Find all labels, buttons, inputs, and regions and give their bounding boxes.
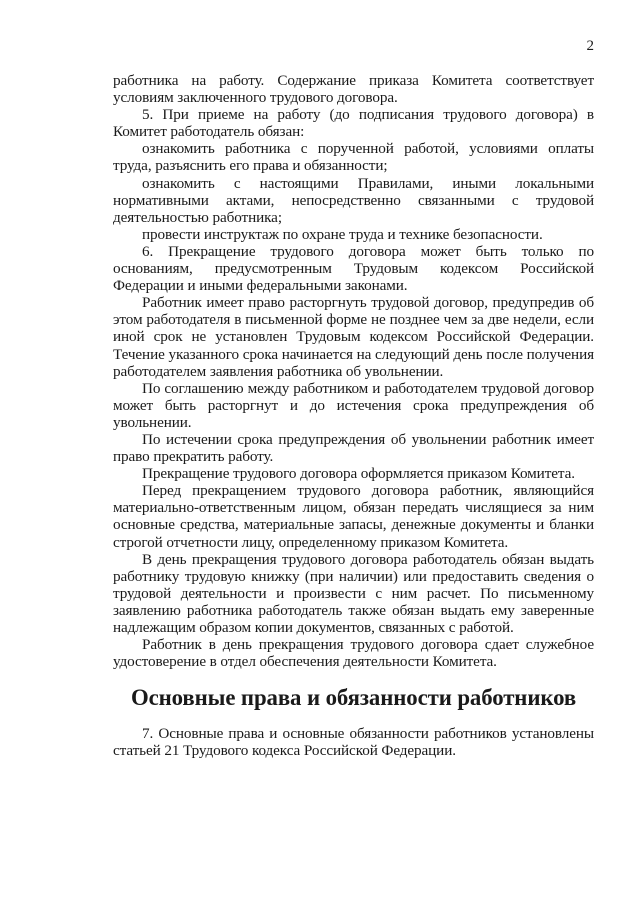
paragraph-mutual-agreement: По соглашению между работником и работодателем трудовой договор может быть расторгнут и до истечения срока предупреждения об увольнении.: [113, 379, 594, 431]
paragraph-asset-handover: Перед прекращением трудового договора работник, являющийся материально-ответственным лицом, обязан передать числящиеся за ним основные средства, материальные запасы, денежные документы и бланки строгой отчетности лицу, определенному приказом Комитета.: [113, 482, 594, 551]
paragraph-item-7: 7. Основные права и основные обязанности работников установлены статьей 21 Трудового кодекса Российской Федерации.: [113, 725, 594, 760]
paragraph-id-return: Работник в день прекращения трудового договора сдает служебное удостоверение в отдел обеспечения деятельности Комитета.: [113, 636, 594, 671]
page-number: 2: [586, 38, 594, 54]
paragraph-item-6: 6. Прекращение трудового договора может быть только по основаниям, предусмотренным Трудовым кодексом Российской Федерации и иными федеральными законами.: [113, 242, 594, 295]
section-heading: Основные права и обязанности работников: [130, 685, 577, 711]
document-body: [113, 72, 594, 760]
paragraph-duty-acquaint-work: ознакомить работника с порученной работой, условиями оплаты труда, разъяснить его права и обязанности;: [113, 140, 594, 175]
paragraph-termination-order: Прекращение трудового договора оформляется приказом Комитета.: [142, 465, 575, 483]
paragraph-continuation: работника на работу. Содержание приказа Комитета соответствует условиям заключенного трудового договора.: [113, 72, 594, 107]
paragraph-item-5: 5. При приеме на работу (до подписания трудового договора) в Комитет работодатель обязан:: [113, 106, 594, 141]
paragraph-final-day-duties: В день прекращения трудового договора работодатель обязан выдать работнику трудовую книжку (при наличии) или предоставить сведения о трудовой деятельности и произвести с ним расчет. По письменному заявлению работника работодатель также обязан выдать ему заверенные надлежащим образом копии документов, связанных с работой.: [113, 550, 594, 636]
paragraph-duty-safety-briefing: провести инструктаж по охране труда и технике безопасности.: [142, 225, 543, 243]
paragraph-employee-resignation: Работник имеет право расторгнуть трудовой договор, предупредив об этом работодателя в письменной форме не позднее чем за две недели, если иной срок не установлен Трудовым кодексом Российской Федерации. Течение указанного срока начинается на следующий день после получения работодателем заявления работника об увольнении.: [113, 294, 594, 380]
paragraph-stop-work: По истечении срока предупреждения об увольнении работник имеет право прекратить работу.: [113, 430, 594, 466]
paragraph-duty-acquaint-rules: ознакомить с настоящими Правилами, иными локальными нормативными актами, непосредственно связанными с трудовой деятельностью работника;: [113, 174, 594, 226]
